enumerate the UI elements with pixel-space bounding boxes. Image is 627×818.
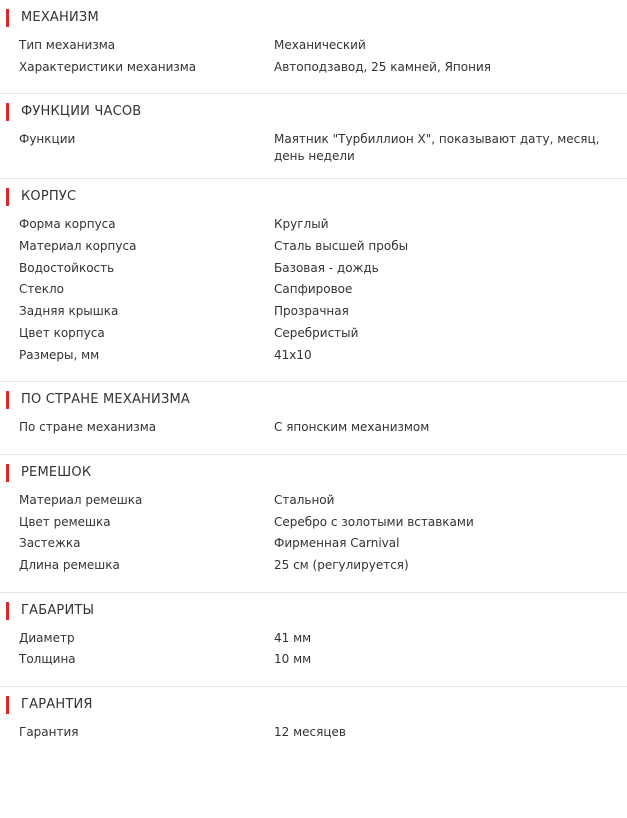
- spec-row: [0, 238, 627, 260]
- spec-row: [0, 59, 627, 81]
- spec-label: Диаметр: [19, 630, 75, 645]
- spec-row: [0, 281, 627, 303]
- spec-label: Гарантия: [19, 725, 79, 739]
- spec-label: Материал ремешка: [19, 492, 143, 507]
- section-accent-bar: [6, 602, 9, 620]
- section-accent-bar: [6, 696, 9, 714]
- spec-value: Базовая - дождь: [274, 260, 379, 275]
- spec-label: Тип механизма: [19, 38, 116, 52]
- spec-label: Стекло: [19, 282, 65, 297]
- section-title: ФУНКЦИИ ЧАСОВ: [21, 104, 142, 120]
- section-header: [0, 391, 627, 409]
- section-accent-bar: [6, 188, 9, 206]
- spec-row: [0, 557, 627, 579]
- spec-value: 10 мм: [274, 652, 312, 667]
- spec-value: 12 месяцев: [274, 725, 346, 739]
- section-header: [0, 9, 627, 27]
- spec-label: Застежка: [19, 536, 81, 551]
- spec-value: Серебро с золотыми вставками: [274, 514, 474, 529]
- spec-value: 41 мм: [274, 630, 312, 645]
- spec-label: Длина ремешка: [19, 557, 120, 572]
- section-accent-bar: [6, 9, 9, 27]
- section-warranty: [0, 687, 627, 759]
- section-header: [0, 188, 627, 206]
- spec-row: [0, 514, 627, 536]
- spec-value: Круглый: [274, 217, 329, 232]
- section-mechanism: [0, 0, 627, 94]
- section-title: ПО СТРАНЕ МЕХАНИЗМА: [21, 392, 190, 408]
- spec-value: Маятник "Турбиллион X", показывают дату, месяц, день недели: [274, 132, 600, 164]
- section-strap: [0, 455, 627, 593]
- section-header: [0, 696, 627, 714]
- spec-row: [0, 303, 627, 325]
- spec-label: Цвет ремешка: [19, 514, 111, 529]
- section-mechanism-country: [0, 382, 627, 455]
- spec-row: [0, 131, 627, 165]
- section-header: [0, 464, 627, 482]
- spec-label: Водостойкость: [19, 260, 115, 275]
- spec-row: [0, 535, 627, 557]
- spec-row: [0, 492, 627, 514]
- spec-value: 41x10: [274, 347, 312, 362]
- section-watch-functions: [0, 94, 627, 179]
- spec-value: Сапфировое: [274, 282, 353, 297]
- spec-value: Автоподзавод, 25 камней, Япония: [274, 59, 491, 74]
- spec-value: Сталь высшей пробы: [274, 239, 409, 254]
- spec-label: Материал корпуса: [19, 239, 137, 254]
- spec-row: [0, 325, 627, 347]
- spec-value: Фирменная Carnival: [274, 536, 400, 551]
- spec-row: [0, 630, 627, 652]
- section-header: [0, 103, 627, 121]
- spec-value: Механический: [274, 38, 366, 52]
- section-accent-bar: [6, 391, 9, 409]
- section-title: ГАБАРИТЫ: [21, 602, 95, 618]
- spec-label: Функции: [19, 132, 76, 147]
- section-accent-bar: [6, 103, 9, 121]
- spec-label: Форма корпуса: [19, 217, 116, 232]
- section-dimensions: [0, 593, 627, 687]
- spec-row: [0, 347, 627, 369]
- section-case: [0, 179, 627, 382]
- section-title: КОРПУС: [21, 189, 77, 205]
- spec-row: [0, 419, 627, 441]
- spec-label: Характеристики механизма: [19, 59, 197, 74]
- spec-label: Цвет корпуса: [19, 325, 105, 340]
- spec-row: [0, 260, 627, 282]
- section-title: РЕМЕШОК: [21, 464, 92, 480]
- spec-row: [0, 724, 627, 746]
- spec-row: [0, 216, 627, 238]
- spec-value: 25 см (регулируется): [274, 557, 409, 572]
- spec-value: Серебристый: [274, 325, 359, 340]
- section-title: ГАРАНТИЯ: [21, 697, 93, 712]
- section-accent-bar: [6, 464, 9, 482]
- spec-label: Размеры, мм: [19, 347, 100, 362]
- spec-row: [0, 651, 627, 673]
- spec-label: По стране механизма: [19, 420, 157, 435]
- section-title: МЕХАНИЗМ: [21, 10, 99, 25]
- spec-value: Стальной: [274, 492, 335, 507]
- spec-label: Толщина: [19, 652, 76, 667]
- spec-value: Прозрачная: [274, 304, 349, 319]
- spec-value: С японским механизмом: [274, 420, 430, 435]
- spec-label: Задняя крышка: [19, 304, 119, 319]
- section-header: [0, 602, 627, 620]
- spec-row: [0, 37, 627, 59]
